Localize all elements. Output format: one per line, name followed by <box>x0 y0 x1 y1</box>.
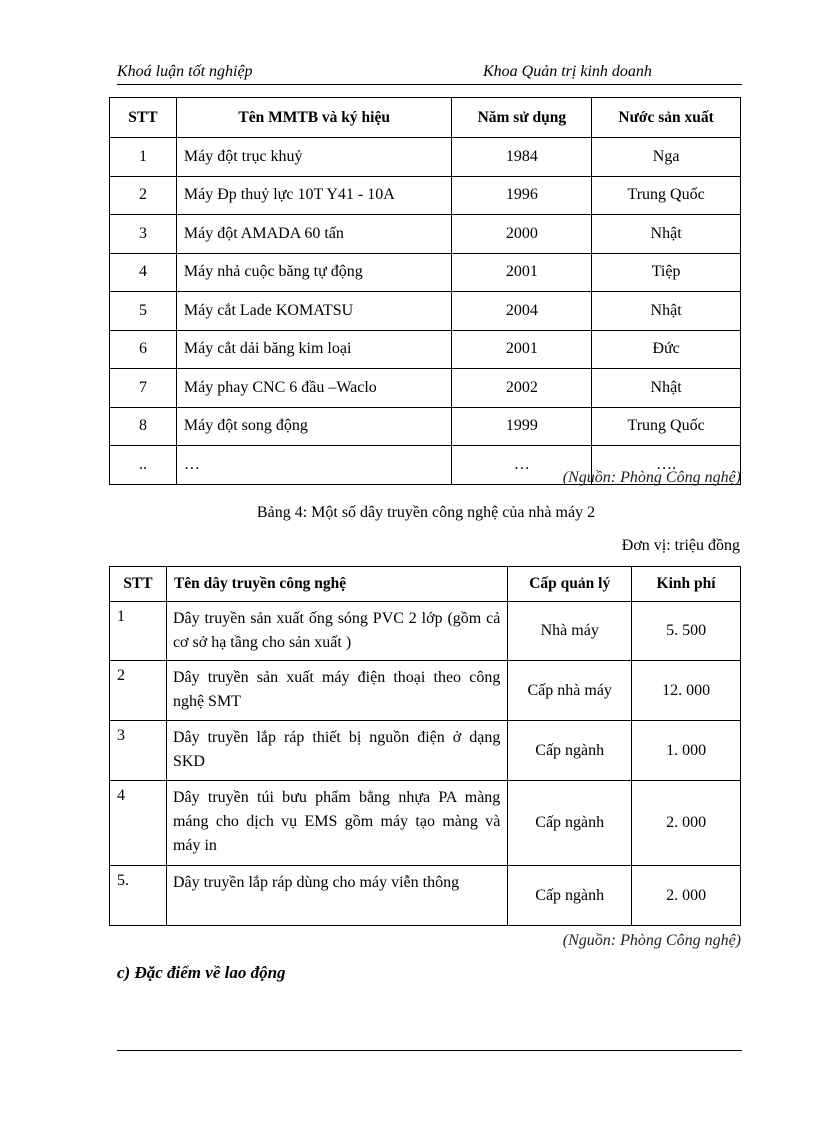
table-cell: 5. 500 <box>632 602 741 661</box>
technology-lines-table <box>109 566 741 926</box>
table-row <box>110 369 741 408</box>
table-row <box>110 866 741 926</box>
table-cell: Cấp nhà máy <box>508 661 632 721</box>
table-row <box>110 292 741 331</box>
footer-divider <box>117 1050 742 1051</box>
header-left: Khoá luận tốt nghiệp <box>117 63 253 80</box>
table-cell: Đức <box>592 330 741 369</box>
table-cell: Nhà máy <box>508 602 632 661</box>
table-cell: Máy phay CNC 6 đầu –Waclo <box>176 369 452 408</box>
table-cell: 1984 <box>452 138 592 177</box>
table-cell: 4 <box>110 253 177 292</box>
table-cell: … <box>176 446 452 485</box>
column-header: STT <box>110 98 177 138</box>
table-cell: Dây truyền sản xuất ống sóng PVC 2 lớp (gồm cả cơ sở hạ tầng cho sản xuất ) <box>166 602 507 661</box>
table-cell: Dây truyền lắp ráp thiết bị nguồn điện ở dạng SKD <box>166 721 507 781</box>
table-cell: Dây truyền túi bưu phẩm bằng nhựa PA màng máng cho dịch vụ EMS gồm máy tạo màng và máy in <box>166 781 507 866</box>
section-heading: c) Đặc điểm về lao động <box>117 963 286 982</box>
table-cell: Máy cắt Lade KOMATSU <box>176 292 452 331</box>
column-header: Tên MMTB và ký hiệu <box>176 98 452 138</box>
table-row <box>110 215 741 254</box>
table-cell: Cấp ngành <box>508 866 632 926</box>
table-cell: 3 <box>110 721 167 781</box>
table-cell: 12. 000 <box>632 661 741 721</box>
table-row <box>110 407 741 446</box>
table-cell: Tiệp <box>592 253 741 292</box>
table1-source: (Nguồn: Phòng Công nghệ) <box>562 469 741 486</box>
column-header: Cấp quản lý <box>508 567 632 602</box>
table-cell: 4 <box>110 781 167 866</box>
table-cell: 1999 <box>452 407 592 446</box>
table-cell: Cấp ngành <box>508 781 632 866</box>
table2-source: (Nguồn: Phòng Công nghệ) <box>562 932 741 949</box>
table-cell: …. <box>592 446 741 485</box>
table-cell: Máy đột AMADA 60 tấn <box>176 215 452 254</box>
table-cell: Trung Quốc <box>592 176 741 215</box>
header-right: Khoa Quản trị kinh doanh <box>483 63 652 80</box>
column-header: Nước sản xuất <box>592 98 741 138</box>
table-cell: 5 <box>110 292 177 331</box>
table2-unit: Đơn vị: triệu đồng <box>621 537 740 554</box>
table-cell: 2. 000 <box>632 781 741 866</box>
table-cell: 2 <box>110 176 177 215</box>
table-cell: 2000 <box>452 215 592 254</box>
table-cell: Nhật <box>592 215 741 254</box>
table-cell: 2. 000 <box>632 866 741 926</box>
table-cell: 2 <box>110 661 167 721</box>
table-cell: Nga <box>592 138 741 177</box>
table-row <box>110 661 741 721</box>
table-cell: Nhật <box>592 369 741 408</box>
column-header: Năm sử dụng <box>452 98 592 138</box>
equipment-table <box>109 97 741 485</box>
table-row <box>110 138 741 177</box>
column-header: Kinh phí <box>632 567 741 602</box>
table-cell: Máy Đp thuỷ lực 10T Y41 - 10A <box>176 176 452 215</box>
page-header <box>117 62 742 85</box>
column-header: Tên dây truyền công nghệ <box>166 567 507 602</box>
table-cell: Máy cắt dải băng kim loại <box>176 330 452 369</box>
table-cell: 2001 <box>452 253 592 292</box>
table-cell: Máy nhả cuộc băng tự động <box>176 253 452 292</box>
table-cell: 8 <box>110 407 177 446</box>
table2-caption: Bảng 4: Một số dây truyền công nghệ của nhà máy 2 <box>256 504 596 521</box>
table-row <box>110 253 741 292</box>
table-cell: 5. <box>110 866 167 926</box>
table-cell: 2004 <box>452 292 592 331</box>
table-cell: 3 <box>110 215 177 254</box>
table-cell: 7 <box>110 369 177 408</box>
table-cell: .. <box>110 446 177 485</box>
table-cell: Máy đột trục khuỷ <box>176 138 452 177</box>
table-cell: 1996 <box>452 176 592 215</box>
column-header: STT <box>110 567 167 602</box>
table-cell: Dây truyền sản xuất máy điện thoại theo công nghệ SMT <box>166 661 507 721</box>
table-cell: Dây truyền lắp ráp dùng cho máy viễn thông <box>166 866 507 926</box>
table-cell: 1. 000 <box>632 721 741 781</box>
table-cell: … <box>452 446 592 485</box>
table-cell: Nhật <box>592 292 741 331</box>
table-row <box>110 781 741 866</box>
table-cell: Máy đột song động <box>176 407 452 446</box>
table-cell: 6 <box>110 330 177 369</box>
table-row <box>110 176 741 215</box>
table-cell: 2002 <box>452 369 592 408</box>
table-row <box>110 721 741 781</box>
table-header-row <box>110 98 741 138</box>
table-row <box>110 602 741 661</box>
table-row <box>110 330 741 369</box>
table-cell: 2001 <box>452 330 592 369</box>
table-cell: Cấp ngành <box>508 721 632 781</box>
table-header-row <box>110 567 741 602</box>
table-cell: 1 <box>110 138 177 177</box>
table-cell: 1 <box>110 602 167 661</box>
table-cell: Trung Quốc <box>592 407 741 446</box>
